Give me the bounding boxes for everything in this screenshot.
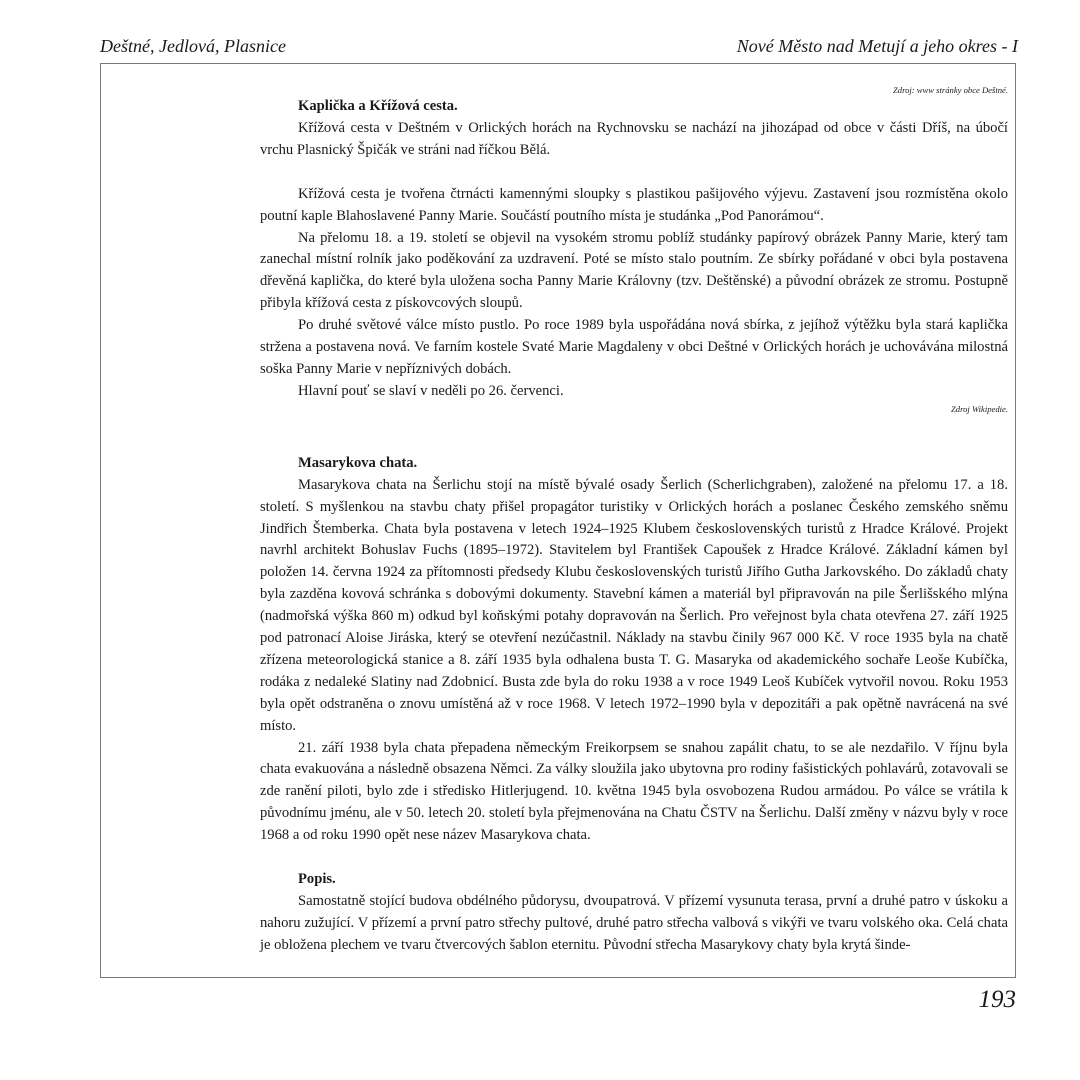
section-heading-masaryk-hut: Masarykova chata. bbox=[298, 454, 418, 471]
page-number: 193 bbox=[978, 986, 1016, 1013]
source-note-wikipedia: Zdroj Wikipedie. bbox=[951, 403, 1008, 414]
spacer bbox=[260, 415, 1008, 453]
running-header-right: Nové Město nad Metují a jeho okres - I bbox=[736, 36, 1018, 56]
paragraph: 21. září 1938 byla chata přepadena německým Freikorpsem se snahou zapálit chatu, to se ale nezdařilo. V říjnu byla chata evakuována a následně obsazena Němci. Za války sloužila jako ubytovna pro rodiny fašistických pohlavárů, zotavovali se zde ranění piloti, bylo zde i středisko Hitlerjugend. 10. května 1945 byla osvobozena Rudou armádou. Po válce se vrátila k původnímu jménu, ale v 50. letech 20. století byla přejmenována na Chatu ČSTV na Šerlichu. Další změny v názvu byly v roce 1968 a od roku 1990 opět nese název Masarykova chata. bbox=[260, 739, 1008, 844]
text-column bbox=[260, 84, 1008, 957]
section-heading-description: Popis. bbox=[298, 871, 336, 888]
paragraph: Křížová cesta je tvořena čtrnácti kamennými sloupky s plastikou pašijového výjevu. Zastavení jsou rozmístěna okolo poutní kaple Blahoslavené Panny Marie. Součástí poutního místa je studánka „Pod Panorámou“. bbox=[260, 185, 1008, 224]
spacer bbox=[260, 162, 1008, 184]
paragraph: Samostatně stojící budova obdélného půdorysu, dvoupatrová. V přízemí vysunuta terasa, první a druhé patro v úskoku a nahoru zužující. V přízemí a první patro střechy pultové, druhé patro střecha valbová s vikýři ve tvaru volského oka. Celá chata je obložena plechem ve tvaru čtvercových šablon eternitu. Původní střecha Masarykovy chaty byla krytá šinde- bbox=[260, 893, 1008, 953]
paragraph: Na přelomu 18. a 19. století se objevil na vysokém stromu poblíž studánky papírový obrázek Panny Marie, který tam zanechal místní rolník jako poděkování za uzdravení. Poté se místo stalo poutním. Ze sbírky pořádané v obci byla postavena dřevěná kaplička, do které byla uložena socha Panny Marie Královny (tzv. Deštěnské) a původní obrázek ze stromu. Postupně přibyla křížová cesta z pískovcových sloupů. bbox=[260, 229, 1008, 312]
paragraph: Křížová cesta v Deštném v Orlických horách na Rychnovsku se nachází na jihozápad od obce v části Dříš, na úbočí vrchu Plasnický Špičák ve stráni nad říčkou Bělá. bbox=[260, 119, 1008, 158]
source-note-top: Zdroj: www stránky obce Deštné. bbox=[893, 85, 1008, 95]
spacer bbox=[260, 847, 1008, 869]
paragraph: Masarykova chata na Šerlichu stojí na místě bývalé osady Šerlich (Scherlichgraben), založené na přelomu 17. a 18. století. S myšlenkou na stavbu chaty přišel propagátor turistiky v Orlických horách a poslanec Českého zemského sněmu Jindřich Štemberka. Chata byla postavena v letech 1924–1925 Klubem československých turistů z Hradce Králové. Projekt navrhl architekt Bohuslav Fuchs (1895–1972). Stavitelem byl František Capoušek z Hradce Králové. Základní kámen byl položen 14. června 1924 za přítomnosti předsedy Klubu československých turistů Jiřího Gutha Jarkovského. Do základů chaty byla zazděna kovová schránka s dobovými dokumenty. Stavební kámen a materiál byl připravován na pile Šerlišského mlýna (nadmořská výška 860 m) odkud byl koňskými potahy dopravován na Šerlich. Pro veřejnost byla chata otevřena 27. září 1925 pod patronací Aloise Jiráska, který se otevření nezúčastnil. Náklady na stavbu činily 967 000 Kč. V roce 1935 byla na chatě zřízena meteorologická stanice a 8. září 1935 byla odhalena busta T. G. Masaryka od akademického sochaře Leoše Kubíčka, rodáka z nedaleké Slatiny nad Zdobnicí. Busta zde byla do roku 1938 a v roce 1949 Leoš Kubíček vytvořil novou. Roku 1953 byla opět odstraněna o znovu umístěná až v roce 1968. V letech 1972–1990 byla v depozitáři a pak opětně navrácená na své místo. bbox=[260, 476, 1008, 734]
paragraph: Po druhé světové válce místo pustlo. Po roce 1989 byla uspořádána nová sbírka, z jejíhož výtěžku byla stará kaplička stržena a postavena nová. Ve farním kostele Svaté Marie Magdaleny v obci Deštné v Orlických horách je uchovávána milostná soška Panny Marie v nepříznivých dobách. bbox=[260, 317, 1008, 377]
section-heading-chapel: Kaplička a Křížová cesta. bbox=[298, 98, 458, 114]
paragraph: Hlavní pouť se slaví v neděli po 26. červenci. bbox=[298, 382, 564, 399]
running-header-left: Deštné, Jedlová, Plasnice bbox=[100, 36, 286, 56]
